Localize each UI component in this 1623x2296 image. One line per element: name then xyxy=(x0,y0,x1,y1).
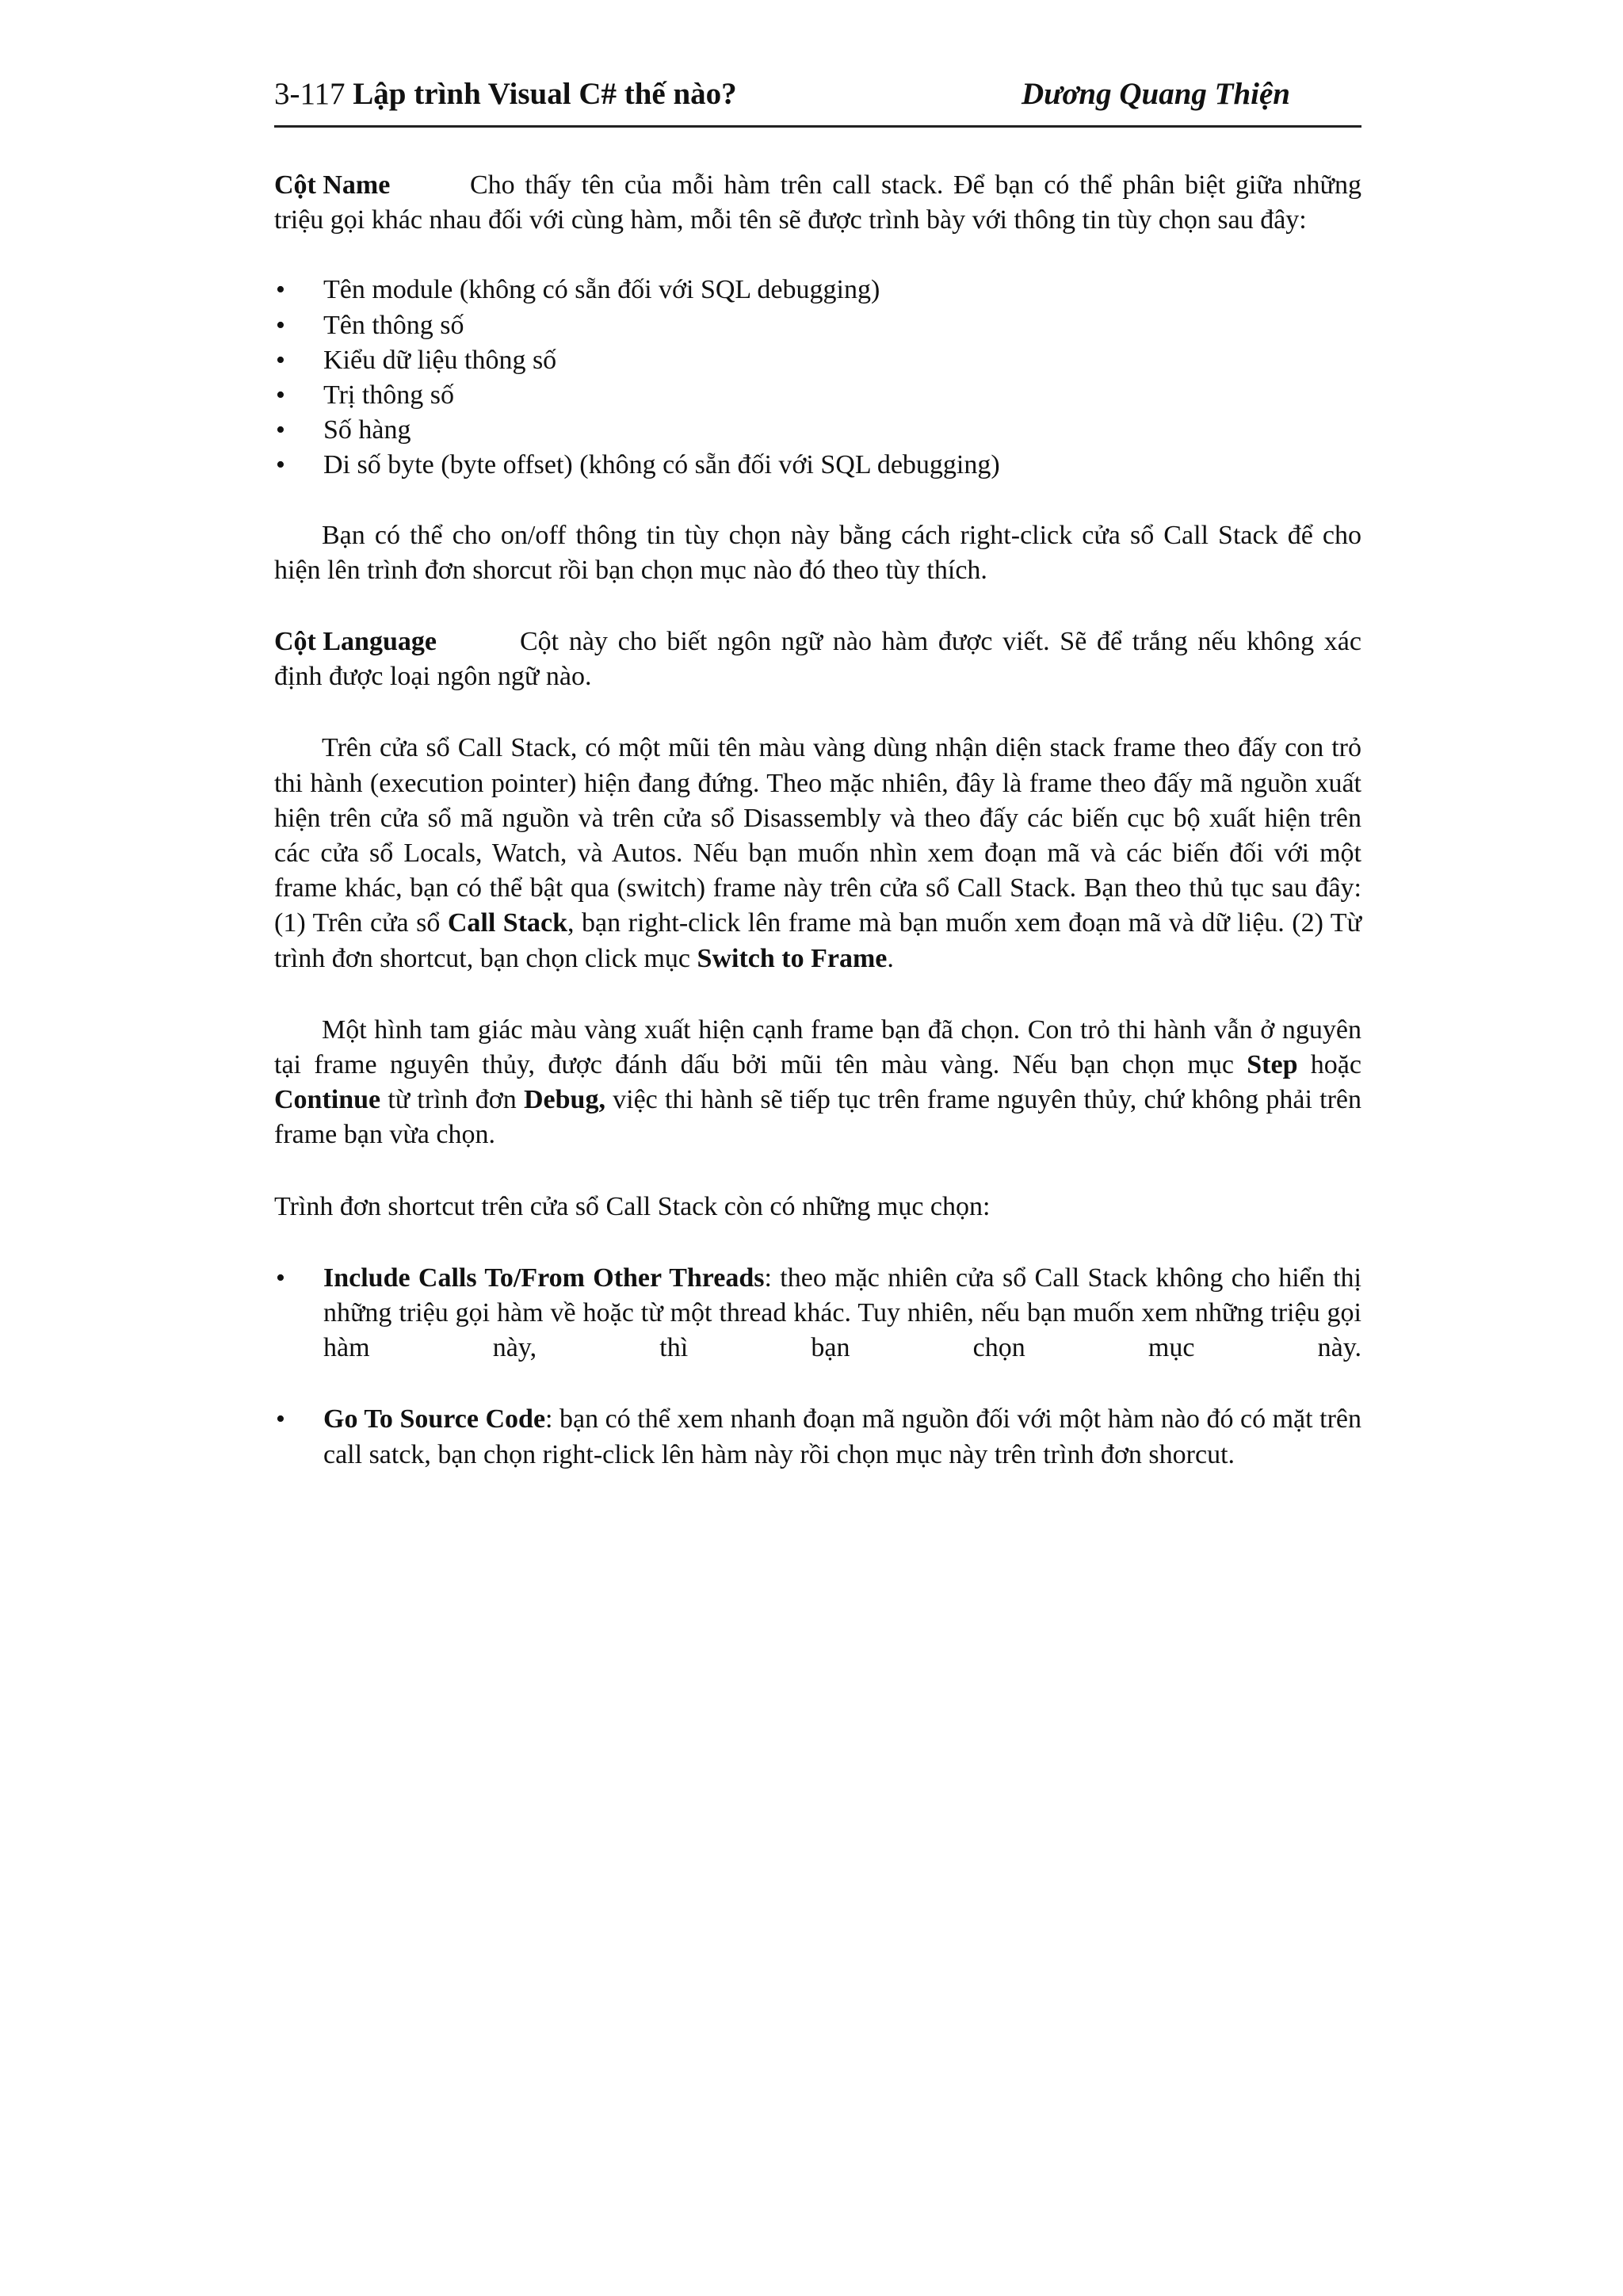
name-column-lead: Cột Name xyxy=(274,170,391,200)
arrow-paragraph: Trên cửa sổ Call Stack, có một mũi tên màu vàng dùng nhận diện stack frame theo đấy con trỏ thi hành (execution pointer) hiện đang đứng. Theo mặc nhiên, đây là frame theo đấy mã nguồn xuất hiện trên cửa sổ mã nguồn và trên cửa sổ Disassembly và theo đấy các biến cục bộ xuất hiện trên các cửa sổ Locals, Watch, và Autos. Nếu bạn muốn nhìn xem đoạn mã và các biến đối với một frame khác, bạn có thể bật qua (switch) frame này trên cửa sổ Call Stack. Bạn theo thủ tục sau đây: (1) Trên cửa sổ Call Stack, bạn right-click lên frame mà bạn muốn xem đoạn mã và dữ liệu. (2) Từ trình đơn shortcut, bạn chọn click mục Switch to Frame. xyxy=(274,733,1362,973)
bullet-icon: • xyxy=(276,1263,285,1293)
list-item xyxy=(274,1261,1361,1366)
page-header xyxy=(274,76,1361,128)
list-item xyxy=(274,1402,1361,1472)
option-text: : bạn có thể xem nhanh đoạn mã nguồn đối với một hàm nào đó có mặt trên call satck, bạn chọn right-click lên hàm này rồi chọn mục này trên trình đơn shorcut. xyxy=(323,1404,1361,1469)
language-column-text: Cột này cho biết ngôn ngữ nào hàm được viết. Sẽ để trắng nếu không xác định được loại ngôn ngữ nào. xyxy=(274,627,1361,692)
bullet-icon: • xyxy=(276,380,285,411)
bullet-icon: • xyxy=(276,1404,285,1435)
author-name: Dương Quang Thiện xyxy=(1021,77,1290,111)
bullet-icon: • xyxy=(276,310,285,340)
call-stack-term: Call Stack xyxy=(447,908,568,938)
menu-intro-paragraph: Trình đơn shortcut trên cửa sổ Call Stack còn có những mục chọn: xyxy=(274,1191,991,1221)
option-title: Include Calls To/From Other Threads xyxy=(323,1263,765,1293)
book-title: Lập trình Visual C# thế nào? xyxy=(353,77,737,111)
optional-info-list xyxy=(274,273,1361,483)
name-column-paragraph xyxy=(274,168,1361,238)
debug-term: Debug, xyxy=(523,1085,605,1115)
switch-to-frame-term: Switch to Frame xyxy=(697,943,888,973)
list-item: • Di số byte (byte offset) (không có sẵn đối với SQL debugging) xyxy=(274,448,1361,483)
list-item: • Số hàng xyxy=(274,413,1361,448)
bullet-icon: • xyxy=(276,415,285,445)
bullet-icon: • xyxy=(276,275,285,305)
triangle-paragraph: Một hình tam giác màu vàng xuất hiện cạnh frame bạn đã chọn. Con trỏ thi hành vẫn ở nguyên tại frame nguyên thủy, được đánh dấu bởi mũi tên màu vàng. Nếu bạn chọn mục Step hoặc Continue từ trình đơn Debug, việc thi hành sẽ tiếp tục trên frame nguyên thủy, chứ không phải trên frame bạn vừa chọn. xyxy=(274,1014,1361,1150)
step-term: Step xyxy=(1247,1050,1298,1080)
bullet-icon: • xyxy=(276,345,285,375)
language-column-paragraph xyxy=(274,625,1361,694)
option-text: : theo mặc nhiên cửa sổ Call Stack không cho hiển thị những triệu gọi hàm về hoặc từ một thread khác. Tuy nhiên, nếu bạn muốn xem những triệu gọi hàm này, thì bạn chọn mục này. xyxy=(323,1263,1361,1363)
list-item: • Kiểu dữ liệu thông số xyxy=(274,343,1361,378)
header-left xyxy=(274,76,737,112)
language-column-lead: Cột Language xyxy=(274,627,437,657)
shortcut-options-list xyxy=(274,1261,1361,1473)
page-number: 3-117 xyxy=(274,77,346,111)
page-content xyxy=(274,168,1361,1473)
option-title: Go To Source Code xyxy=(323,1404,546,1435)
bullet-icon: • xyxy=(276,450,285,480)
list-item: • Trị thông số xyxy=(274,378,1361,413)
toggle-paragraph: Bạn có thể cho on/off thông tin tùy chọn này bằng cách right-click cửa sổ Call Stack để cho hiện lên trình đơn shorcut rồi bạn chọn mục nào đó theo tùy thích. xyxy=(274,520,1361,585)
document-page xyxy=(274,76,1361,1473)
list-item: • Tên thông số xyxy=(274,308,1361,343)
name-column-text: Cho thấy tên của mỗi hàm trên call stack. Để bạn có thể phân biệt giữa những triệu gọi khác nhau đối với cùng hàm, mỗi tên sẽ được trình bày với thông tin tùy chọn sau đây: xyxy=(274,170,1361,235)
continue-term: Continue xyxy=(274,1085,381,1115)
list-item: • Tên module (không có sẵn đối với SQL debugging) xyxy=(274,273,1361,308)
